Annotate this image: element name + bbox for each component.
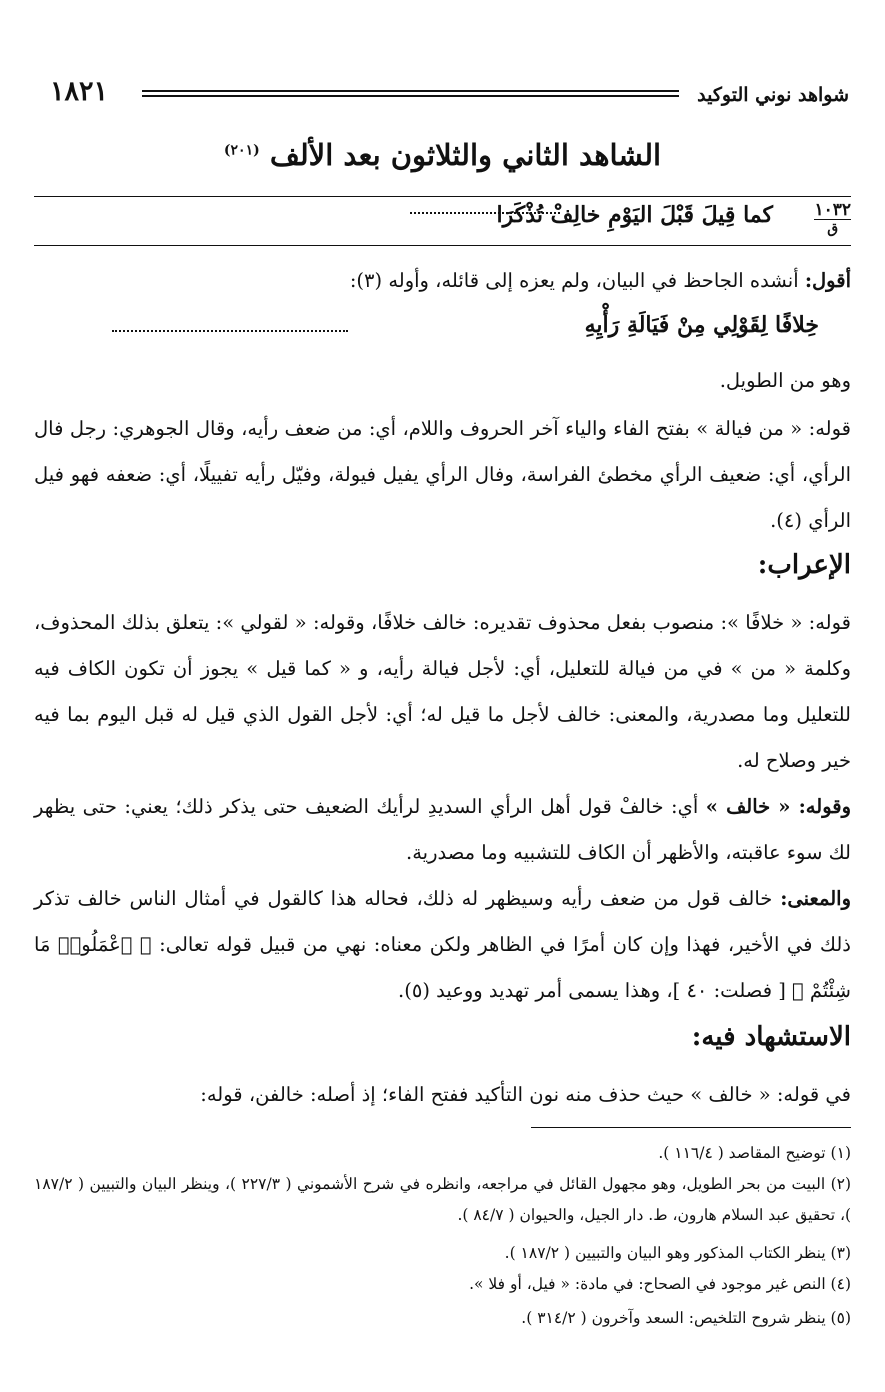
page-title: [0, 138, 885, 172]
verse-dots: [410, 212, 560, 214]
verse-number: [814, 201, 851, 238]
hemistich-dots: [112, 330, 348, 332]
footnote-rule: [531, 1127, 851, 1128]
gloss-paragraph: قوله: « من فيالة » بفتح الفاء والياء آخر الحروف واللام، أي: من ضعف رأيه، وقال الجوهري: رجل فال الرأي، أي: ضعيف الرأي مخطئ الفراسة، وفال الرأي يفيل فيولة، وفيّل رأيه تفييلًا، أي: ضعفه فهو فيل الرأي (٤).: [34, 417, 851, 532]
title-ref: (٢٠١): [223, 142, 260, 159]
irab-p3-lead: والمعنى:: [780, 887, 851, 910]
verse-number-value: ١٠٣٢: [814, 200, 851, 220]
intro-lead: أقول:: [804, 269, 851, 292]
hemistich: خِلافًا لِقَوْلِي مِنْ فَيَالَةِ رَأْيِهِ: [584, 312, 819, 338]
verse-mark: ق: [814, 219, 851, 238]
footnote-5: (٥) ينظر شروح التلخيص: السعد وآخرون ( ٣١٤/٢ ).: [521, 1309, 851, 1327]
irab-heading: الإعراب:: [757, 550, 851, 580]
irab-paragraph-1: قوله: « خلافًا »: منصوب بفعل محذوف تقديره: خالف خلافًا، وقوله: « لقولي »: يتعلق بذلك المحذوف، وكلمة « من » في من فيالة للتعليل، أي: لأجل فيالة رأيه، و « كما قيل » يجوز أن تكون الكاف فيه للتعليل وما مصدرية، والمعنى: خالف لأجل ما قيل له؛ أي: لأجل القول الذي قيل له قبل اليوم بما فيه خير وصلاح له.: [34, 611, 851, 772]
running-title: شواهد نوني التوكيد: [697, 84, 849, 106]
footnote-1: (١) توضيح المقاصد ( ١١٦/٤ ).: [658, 1144, 851, 1162]
irab-p2-lead: وقوله: « خالف »: [705, 795, 852, 818]
page-number: ١٨٢١: [50, 76, 109, 107]
footnote-4: (٤) النص غير موجود في الصحاح: في مادة: « فيل، أو فلا ».: [469, 1275, 851, 1293]
verse-bottom-rule: [34, 245, 851, 246]
title-text: الشاهد الثاني والثلاثون بعد الألف: [269, 138, 662, 172]
irab-paragraph-2: [34, 784, 851, 876]
irab-paragraph-3: [34, 876, 851, 1014]
title-rule: [34, 196, 851, 197]
footnote-2: (٢) البيت من بحر الطويل، وهو مجهول القائل في مراجعه، وانظره في شرح الأشموني ( ٢٢٧/٣ )، وينظر البيان والتبيين ( ١٨٧/٢ )، تحقيق عبد السلام هارون، ط. دار الجيل، والحيوان ( ٨٤/٧ ).: [34, 1175, 852, 1224]
meter-line: وهو من الطويل.: [719, 369, 851, 392]
irab-p2-text: أي: خالفْ قول أهل الرأي السديدِ لرأيك الضعيف حتى يذكر ذلك؛ يعني: حتى يظهر لك سوء عاقبته، والأظهر أن الكاف للتشبيه وما مصدرية.: [34, 795, 851, 864]
footnote-3: (٣) ينظر الكتاب المذكور وهو البيان والتبيين ( ١٨٧/٢ ).: [504, 1244, 851, 1262]
intro-paragraph: [34, 258, 851, 304]
istishhad-heading: الاستشهاد فيه:: [691, 1022, 851, 1052]
irab-p3-text: خالف قول من ضعف رأيه وسيظهر له ذلك، فحاله هذا كالقول في أمثال الناس خالف تذكر ذلك في الأخير، فهذا وإن كان أمرًا في الظاهر ولكن معناه: نهي من قبيل قوله تعالى: ﴿ ٱعْمَلُوا۟ مَا شِئْتُمْ ﴾ [ فصلت: ٤٠ ]، وهذا يسمى أمر تهديد ووعيد (٥).: [34, 887, 851, 1002]
istishhad-paragraph: في قوله: « خالف » حيث حذف منه نون التأكيد ففتح الفاء؛ إذ أصله: خالفن، قوله:: [200, 1083, 851, 1106]
verse-text: كما قِيلَ قَبْلَ اليَوْمِ خالِفْ تُذْكَرَا: [496, 202, 773, 228]
intro-text: أنشده الجاحظ في البيان، ولم يعزه إلى قائله، وأوله (٣):: [349, 269, 805, 292]
header-rule: [142, 90, 679, 97]
